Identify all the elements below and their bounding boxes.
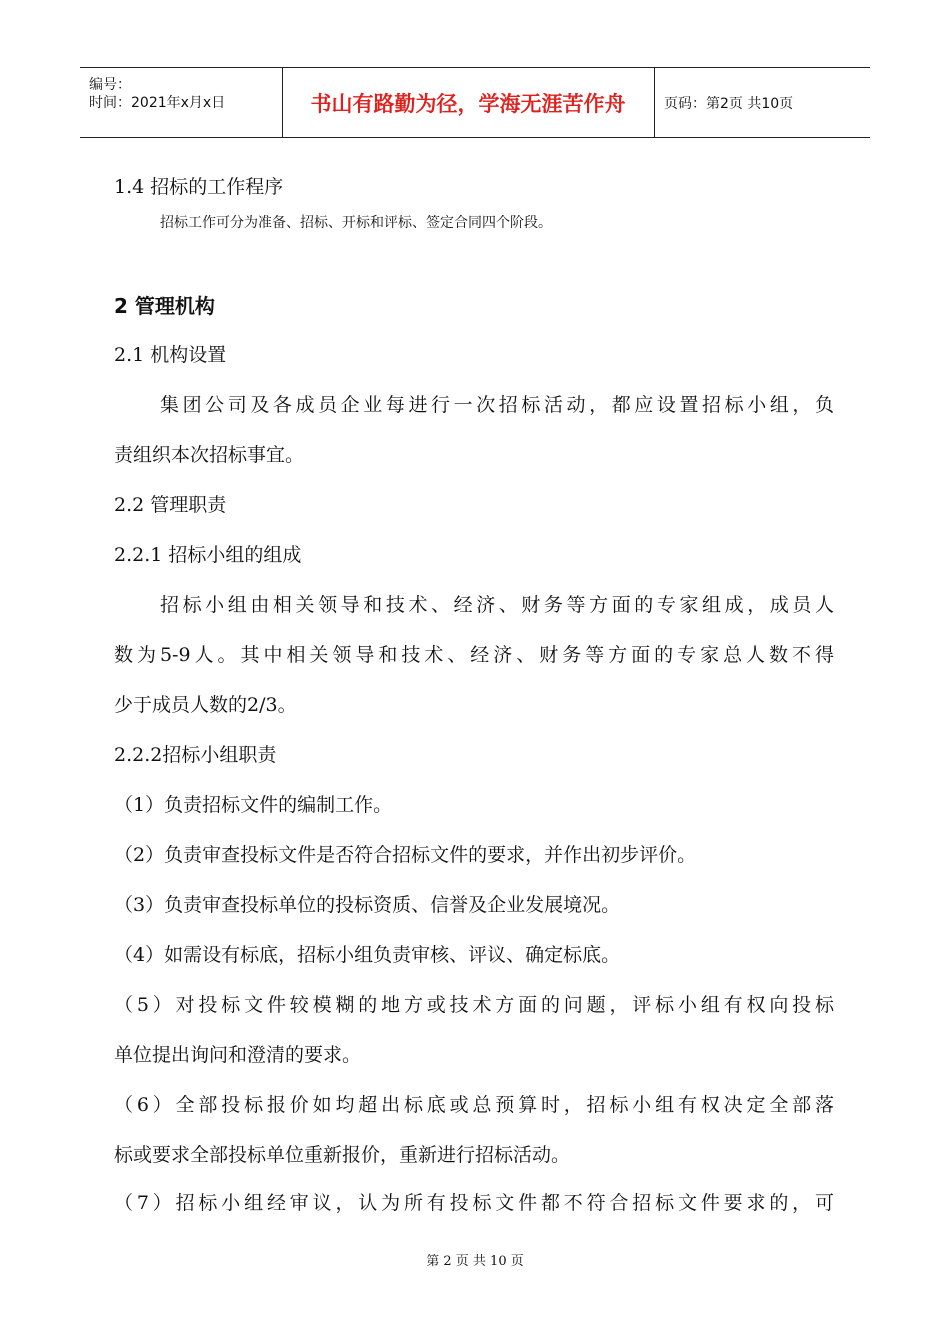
header-page-info: 页码：第2页 共10页 [664, 95, 794, 112]
document-date: 时间：2021年x月x日 [89, 95, 226, 111]
paragraph-line: 招标小组由相关领导和技术、经济、财务等方面的专家组成，成员人 [160, 594, 834, 616]
section-heading-2: 2 管理机构 [114, 294, 215, 318]
paragraph-line: 集团公司及各成员企业每进行一次招标活动，都应设置招标小组，负 [160, 394, 834, 416]
header-meta [80, 68, 283, 137]
list-item: （2）负责审查投标文件是否符合招标文件的要求，并作出初步评价。 [114, 844, 697, 866]
list-item: （6）全部投标报价如均超出标底或总预算时，招标小组有权决定全部落 [114, 1094, 834, 1116]
section-heading-1-4: 1.4 招标的工作程序 [114, 176, 284, 198]
paragraph-line: 少于成员人数的2/3。 [114, 694, 297, 716]
section-heading-2-2-2: 2.2.2招标小组职责 [114, 744, 277, 766]
document-number-label: 编号： [89, 77, 131, 93]
list-item: （1）负责招标文件的编制工作。 [114, 794, 393, 816]
page-footer: 第 2 页 共 10 页 [426, 1254, 524, 1269]
paragraph-1-4: 招标工作可分为准备、招标、开标和评标、签定合同四个阶段。 [160, 215, 552, 231]
list-item-continuation: 单位提出询问和澄清的要求。 [114, 1044, 362, 1066]
paragraph-line: 数为5-9人。其中相关领导和技术、经济、财务等方面的专家总人数不得 [114, 644, 834, 666]
list-item-continuation: 标或要求全部投标单位重新报价，重新进行招标活动。 [114, 1144, 571, 1166]
page-header [80, 67, 870, 138]
section-heading-2-2-1: 2.2.1 招标小组的组成 [114, 544, 302, 566]
list-item: （3）负责审查投标单位的投标资质、信誉及企业发展境况。 [114, 894, 621, 916]
header-motto: 书山有路勤为径，学海无涯苦作舟 [282, 68, 655, 137]
paragraph-line: 责组织本次招标事宜。 [114, 444, 305, 466]
section-heading-2-2: 2.2 管理职责 [114, 494, 227, 516]
list-item: （7）招标小组经审议，认为所有投标文件都不符合招标文件要求的，可 [114, 1192, 834, 1214]
section-heading-2-1: 2.1 机构设置 [114, 344, 227, 366]
list-item: （4）如需设有标底，招标小组负责审核、评议、确定标底。 [114, 944, 621, 966]
list-item: （5）对投标文件较模糊的地方或技术方面的问题，评标小组有权向投标 [114, 994, 834, 1016]
